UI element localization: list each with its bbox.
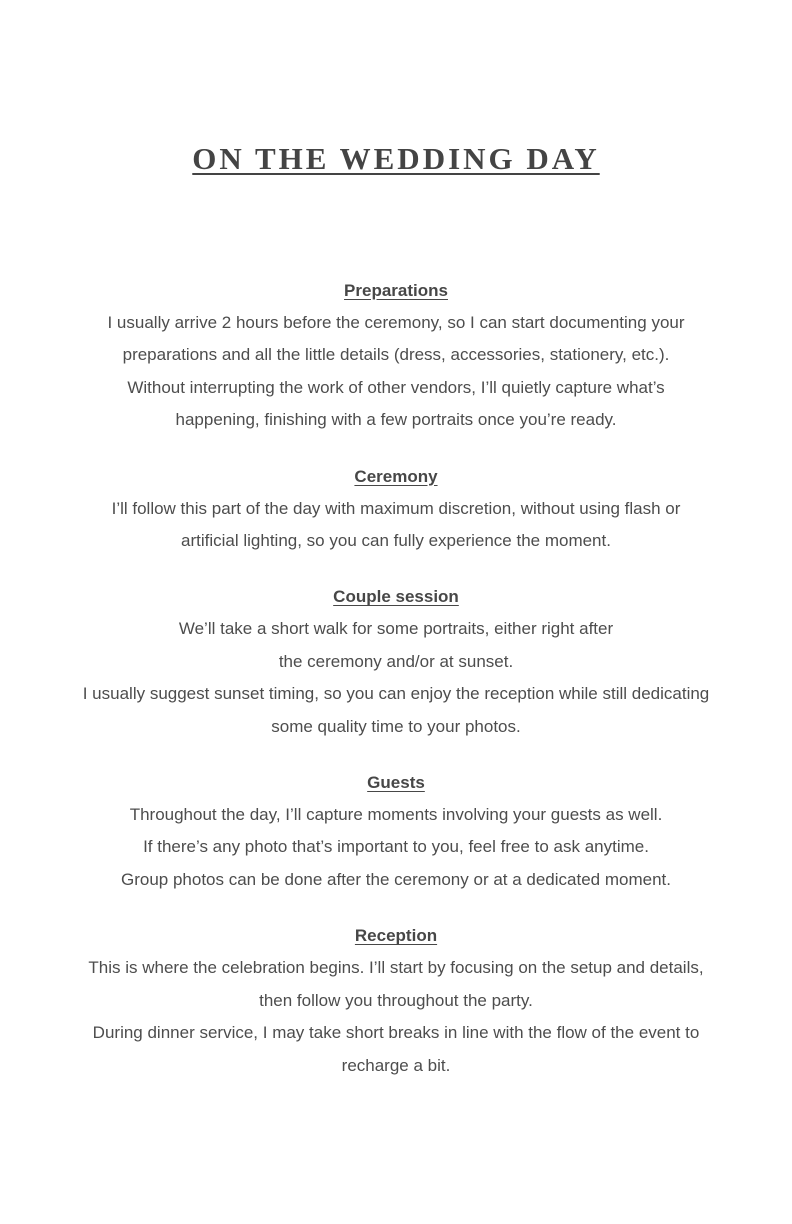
paragraph-line: Throughout the day, I’ll capture moments involving your guests as well. [129, 805, 663, 825]
paragraph-line: the ceremony and/or at sunset. [278, 651, 514, 671]
page-title [0, 140, 792, 178]
paragraph-line: artificial lighting, so you can fully experience the moment. [181, 531, 611, 551]
paragraph-line: recharge a bit. [341, 1055, 451, 1075]
paragraph-line: I usually arrive 2 hours before the ceremony, so I can start documenting your [107, 313, 685, 332]
paragraph-line: We’ll take a short walk for some portraits, either right after [178, 619, 614, 639]
content-body [40, 275, 752, 1106]
paragraph-line: some quality time to your photos. [271, 716, 521, 736]
page-title-text: ON THE WEDDING DAY [192, 141, 600, 176]
paragraph-line: Group photos can be done after the ceremony or at a dedicated moment. [120, 869, 671, 889]
paragraph-line: Without interrupting the work of other vendors, I’ll quietly capture what’s [127, 377, 665, 397]
section-reception [40, 920, 752, 1082]
section-couple-session [40, 581, 752, 743]
section-heading: Ceremony [354, 466, 438, 486]
section-ceremony [40, 461, 752, 558]
paragraph-line: If there’s any photo that’s important to you, feel free to ask anytime. [143, 837, 649, 857]
paragraph-line: During dinner service, I may take short breaks in line with the flow of the event to [92, 1023, 700, 1043]
section-heading: Guests [367, 773, 425, 793]
paragraph-line: I’ll follow this part of the day with maximum discretion, without using flash or [111, 498, 681, 518]
paragraph-line: I usually suggest sunset timing, so you can enjoy the reception while still dedicating [82, 684, 710, 704]
paragraph-line: This is where the celebration begins. I’ll start by focusing on the setup and details, [88, 958, 704, 978]
paragraph-line: preparations and all the little details (dress, accessories, stationery, etc.). [122, 345, 670, 365]
section-preparations [40, 275, 752, 437]
section-guests [40, 767, 752, 896]
paragraph-line: then follow you throughout the party. [259, 990, 533, 1010]
paragraph-line: happening, finishing with a few portraits once you’re ready. [175, 410, 617, 430]
section-heading: Preparations [344, 281, 448, 300]
section-heading: Reception [354, 926, 438, 946]
section-heading: Couple session [333, 587, 459, 607]
